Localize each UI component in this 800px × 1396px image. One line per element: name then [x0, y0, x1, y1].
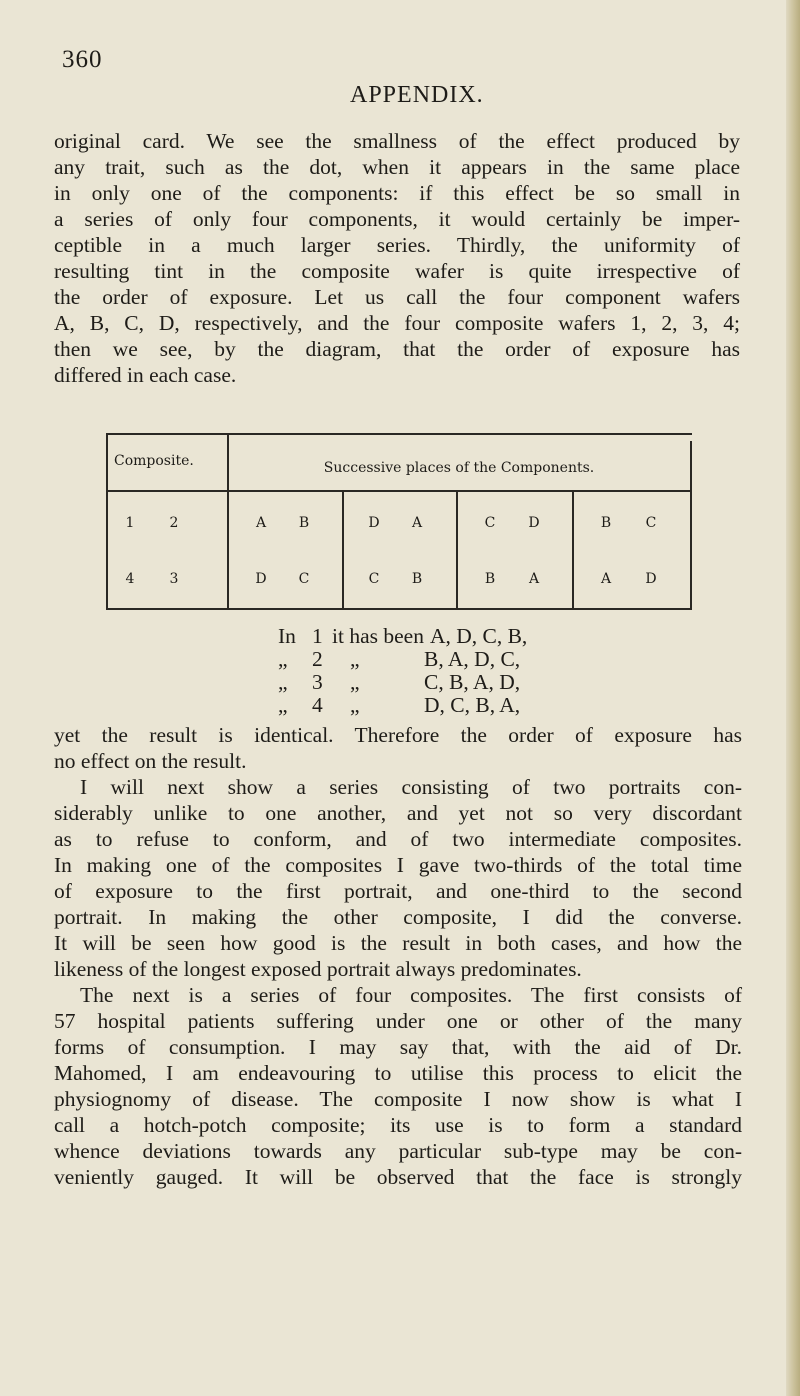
summary-number: 4 — [312, 693, 323, 717]
summary-prefix: „ — [278, 670, 288, 694]
text-line: In making one of the composites I gave two-thirds of the total time — [54, 853, 742, 877]
summary-order: C, B, A, D, — [424, 670, 521, 694]
table-rule-right — [690, 441, 692, 609]
composite-number: 2 — [169, 515, 179, 531]
page-edge — [786, 0, 800, 1396]
text-line: It will be seen how good is the result in both cases, and how the — [54, 931, 742, 955]
summary-number: 3 — [312, 670, 323, 694]
running-head: APPENDIX. — [350, 82, 484, 108]
summary-prefix: „ — [278, 647, 288, 671]
text-line: siderably unlike to one another, and yet not so very discordant — [54, 801, 742, 825]
summary-mid: it has been — [332, 624, 424, 648]
table-rule-header — [106, 490, 692, 492]
table-rule-col — [342, 491, 344, 609]
text-line: physiognomy of disease. The composite I now show is what I — [54, 1087, 742, 1111]
summary-number: 2 — [312, 647, 323, 671]
table-rule-col — [572, 491, 574, 609]
component-letter: C — [368, 571, 380, 587]
component-letter: A — [411, 515, 423, 531]
component-letter: B — [411, 571, 423, 587]
text-line: the order of exposure. Let us call the four component wafers — [54, 285, 740, 309]
summary-order: B, A, D, C, — [424, 647, 521, 671]
text-line: portrait. In making the other composite, I did the converse. — [54, 905, 742, 929]
component-letter: D — [368, 515, 380, 531]
composite-number: 1 — [125, 515, 135, 531]
header-composite: Composite. — [114, 453, 194, 469]
text-line: 57 hospital patients suffering under one or other of the many — [54, 1009, 742, 1033]
summary-order: D, C, B, A, — [424, 693, 521, 717]
text-line: a series of only four components, it would certainly be imper- — [54, 207, 740, 231]
summary-mid: „ — [350, 670, 360, 694]
summary-prefix: „ — [278, 693, 288, 717]
component-letter: A — [255, 515, 267, 531]
text-line: veniently gauged. It will be observed that the face is strongly — [54, 1165, 742, 1189]
summary-row — [278, 694, 527, 717]
summary-mid: „ — [350, 693, 360, 717]
component-letter: B — [484, 571, 496, 587]
text-line: likeness of the longest exposed portrait always predominates. — [54, 957, 582, 981]
component-letter: C — [645, 515, 657, 531]
text-line: Mahomed, I am endeavouring to utilise this process to elicit the — [54, 1061, 742, 1085]
paragraph-continuation — [54, 722, 742, 1190]
text-line: as to refuse to conform, and of two intermediate composites. — [54, 827, 742, 851]
text-line: yet the result is identical. Therefore the order of exposure has — [54, 723, 742, 747]
text-line: resulting tint in the composite wafer is quite irrespective of — [54, 259, 740, 283]
composite-order-table — [106, 433, 692, 611]
component-letter: B — [600, 515, 612, 531]
text-line: ceptible in a much larger series. Thirdly, the uniformity of — [54, 233, 740, 257]
summary-row — [278, 648, 527, 671]
component-letter: D — [255, 571, 267, 587]
component-letter: D — [645, 571, 657, 587]
summary-number: 1 — [312, 624, 323, 648]
table-rule-col — [456, 491, 458, 609]
summary-row — [278, 671, 527, 694]
component-letter: A — [600, 571, 612, 587]
text-line: A, B, C, D, respectively, and the four composite wafers 1, 2, 3, 4; — [54, 311, 740, 335]
paragraph-intro — [54, 128, 740, 388]
summary-order: A, D, C, B, — [429, 624, 528, 648]
text-line: whence deviations towards any particular sub-type may be con- — [54, 1139, 742, 1163]
composite-number: 3 — [169, 571, 179, 587]
text-line: The next is a series of four composites. The first consists of — [80, 983, 742, 1007]
summary-row — [278, 625, 527, 648]
table-rule-top — [106, 433, 692, 435]
text-line: any trait, such as the dot, when it appears in the same place — [54, 155, 740, 179]
table-rule-bottom — [106, 608, 692, 610]
text-line: differed in each case. — [54, 363, 237, 387]
component-letter: C — [484, 515, 496, 531]
text-line: original card. We see the smallness of the effect produced by — [54, 129, 740, 153]
text-line: of exposure to the first portrait, and one-third to the second — [54, 879, 742, 903]
header-successive-places: Successive places of the Components. — [323, 460, 595, 476]
component-letter: A — [528, 571, 540, 587]
component-letter: D — [528, 515, 540, 531]
exposure-order-summary — [278, 625, 527, 717]
summary-mid: „ — [350, 647, 360, 671]
component-letter: C — [298, 571, 310, 587]
text-line: forms of consumption. I may say that, with the aid of Dr. — [54, 1035, 742, 1059]
text-line: no effect on the result. — [54, 749, 247, 773]
summary-prefix: In — [278, 624, 296, 648]
text-line: I will next show a series consisting of two portraits con- — [80, 775, 742, 799]
text-line: in only one of the components: if this effect be so small in — [54, 181, 740, 205]
text-line: then we see, by the diagram, that the order of exposure has — [54, 337, 740, 361]
page-number: 360 — [62, 46, 103, 73]
text-line: call a hotch-potch composite; its use is to form a standard — [54, 1113, 742, 1137]
composite-number: 4 — [125, 571, 135, 587]
table-rule-left — [106, 433, 108, 609]
component-letter: B — [298, 515, 310, 531]
